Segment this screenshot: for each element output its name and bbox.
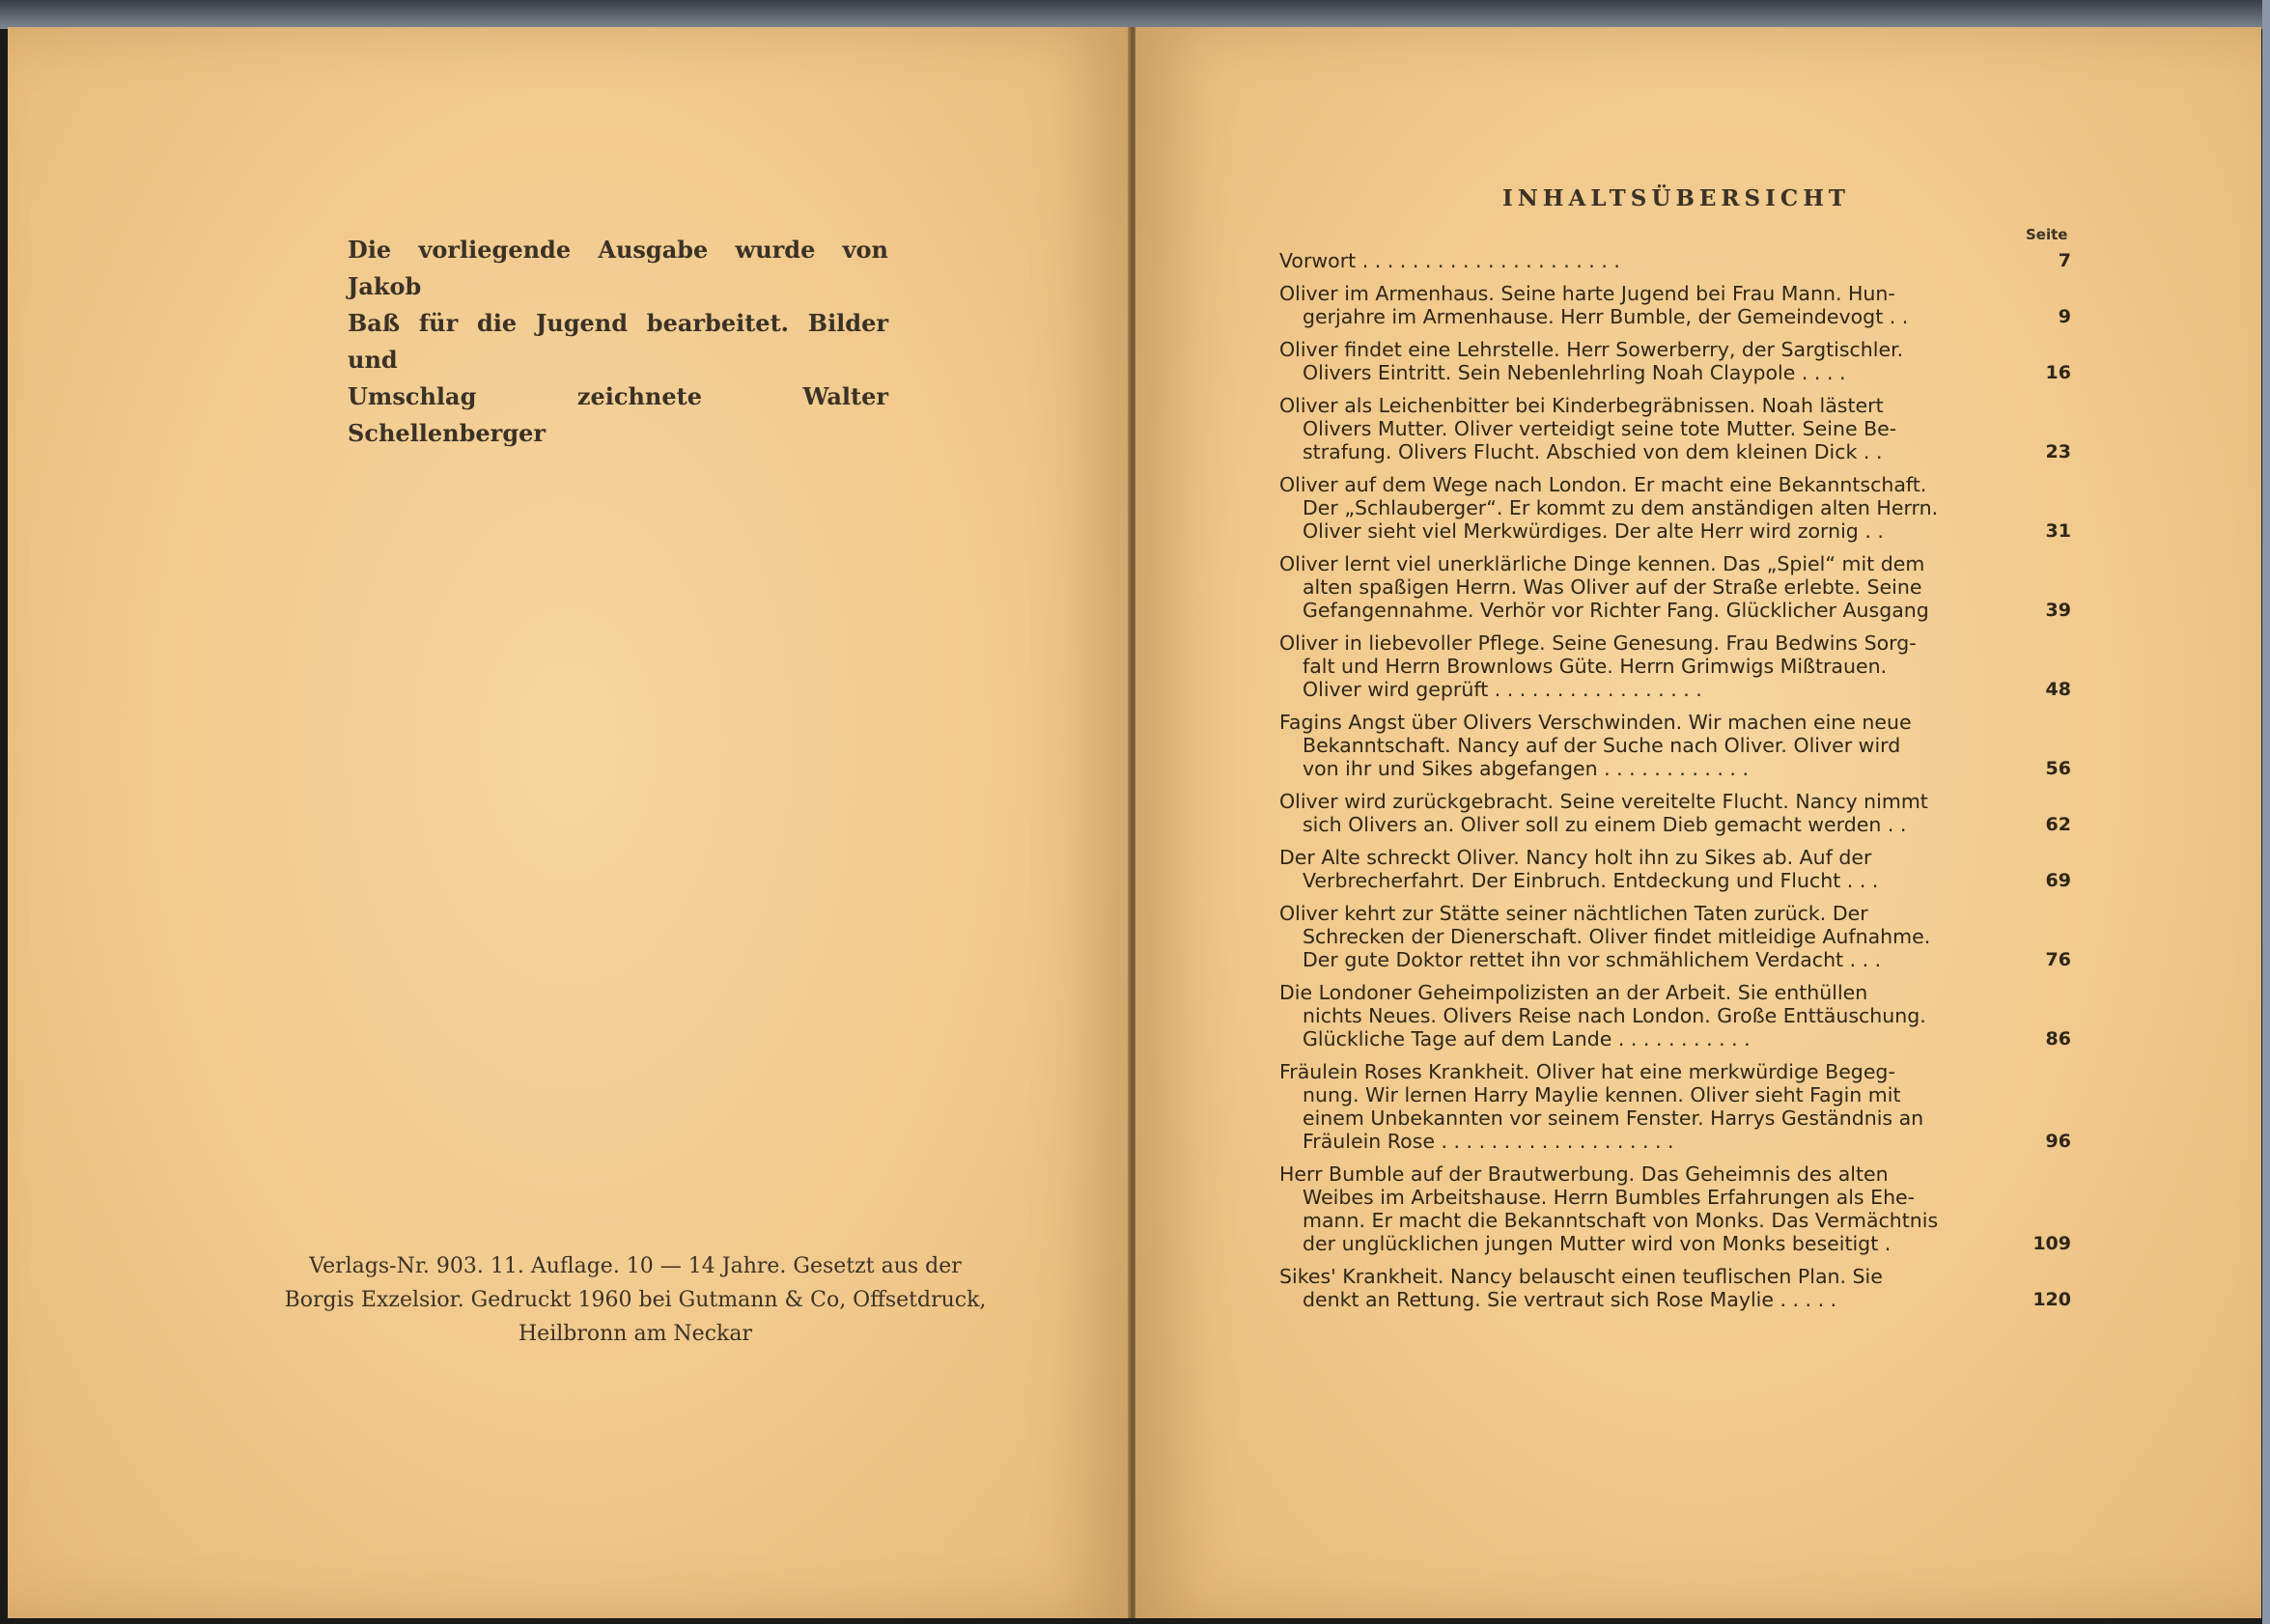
toc-entry-line: nichts Neues. Olivers Reise nach London. Große Enttäuschung.	[1303, 1004, 1926, 1027]
toc-entry-page-number: 96	[2045, 1131, 2071, 1152]
toc-entry-line: Weibes im Arbeitshause. Herrn Bumbles Erfahrungen als Ehe-	[1303, 1186, 1916, 1209]
toc-entry-page-number: 16	[2045, 362, 2071, 383]
toc-entry	[1279, 1060, 2071, 1153]
toc-entry-line: Der „Schlauberger“. Er kommt zu dem anständigen alten Herrn.	[1303, 496, 1939, 519]
toc-entry-text	[1279, 249, 2013, 272]
toc-entry	[1279, 631, 2071, 701]
toc-entry-line: Oliver wird geprüft . . . . . . . . . . . . . . . . .	[1303, 678, 1702, 701]
toc-entry-line: Herr Bumble auf der Brautwerbung. Das Geheimnis des alten	[1279, 1162, 1889, 1186]
toc-entry-text	[1279, 902, 2013, 971]
toc-entry-line: Fagins Angst über Olivers Verschwinden. Wir machen eine neue	[1279, 711, 1912, 734]
credits-line: Baß für die Jugend bearbeitet. Bilder und	[348, 309, 888, 374]
toc-entry-page-number: 109	[2032, 1233, 2071, 1254]
credits-paragraph	[348, 232, 888, 452]
toc-entry	[1279, 473, 2071, 543]
toc-entry-line: Oliver auf dem Wege nach London. Er macht eine Bekanntschaft.	[1279, 473, 1927, 496]
toc-entry-page-number: 69	[2045, 870, 2071, 891]
credits-line: Die vorliegende Ausgabe wurde von Jakob	[348, 236, 888, 300]
toc-entry-line: einem Unbekannten vor seinem Fenster. Harrys Geständnis an	[1303, 1106, 1924, 1130]
toc-entry-text	[1279, 981, 2013, 1050]
toc-entry	[1279, 552, 2071, 622]
toc-entry-page-number: 31	[2045, 520, 2071, 542]
toc-entry-line: Oliver lernt viel unerklärliche Dinge kennen. Das „Spiel“ mit dem	[1279, 552, 1925, 575]
toc-entry-line: Oliver findet eine Lehrstelle. Herr Sowerberry, der Sargtischler.	[1279, 338, 1904, 361]
toc-entry-page-number: 120	[2032, 1289, 2071, 1310]
toc-entry-page-number: 7	[2058, 250, 2071, 271]
toc-entry-page-number: 39	[2045, 600, 2071, 621]
toc-entry-line: alten spaßigen Herrn. Was Oliver auf der Straße erlebte. Seine	[1303, 575, 1922, 599]
toc-entry-line: Der gute Doktor rettet ihn vor schmählichem Verdacht . . .	[1303, 948, 1882, 971]
toc-entry-text	[1279, 790, 2013, 836]
toc-entry	[1279, 338, 2071, 384]
toc-entry-line: denkt an Rettung. Sie vertraut sich Rose Maylie . . . . .	[1303, 1288, 1837, 1311]
toc-entry-line: Der Alte schreckt Oliver. Nancy holt ihn zu Sikes ab. Auf der	[1279, 846, 1872, 869]
toc-entry-text	[1279, 631, 2013, 701]
toc-entry-line: Die Londoner Geheimpolizisten an der Arbeit. Sie enthüllen	[1279, 981, 1868, 1004]
toc-entry-page-number: 48	[2045, 679, 2071, 700]
toc-entry-line: Oliver in liebevoller Pflege. Seine Genesung. Frau Bedwins Sorg-	[1279, 631, 1917, 655]
toc-entry	[1279, 902, 2071, 971]
toc-entry-line: Bekanntschaft. Nancy auf der Suche nach Oliver. Oliver wird	[1303, 734, 1901, 757]
imprint-paragraph	[268, 1249, 1002, 1351]
toc-entry-line: Olivers Eintritt. Sein Nebenlehrling Noah Claypole . . . .	[1303, 361, 1846, 384]
toc-entry-line: Oliver als Leichenbitter bei Kinderbegräbnissen. Noah lästert	[1279, 394, 1884, 417]
toc-entry-line: strafung. Olivers Flucht. Abschied von dem kleinen Dick . .	[1303, 440, 1883, 463]
toc-entry-line: Oliver kehrt zur Stätte seiner nächtlichen Taten zurück. Der	[1279, 902, 1868, 925]
toc-entry	[1279, 1162, 2071, 1255]
toc-entry-line: Gefangennahme. Verhör vor Richter Fang. Glücklicher Ausgang	[1303, 599, 1929, 622]
toc-entry-line: sich Olivers an. Oliver soll zu einem Dieb gemacht werden . .	[1303, 813, 1907, 836]
top-edge	[0, 0, 2270, 29]
imprint-line: Verlags-Nr. 903. 11. Auflage. 10 — 14 Jahre. Gesetzt aus der	[309, 1254, 962, 1278]
toc-entry-line: Fräulein Roses Krankheit. Oliver hat eine merkwürdige Begeg-	[1279, 1060, 1895, 1083]
toc-entry-page-number: 76	[2045, 949, 2071, 970]
toc-entry	[1279, 790, 2071, 836]
toc-entry-line: Oliver sieht viel Merkwürdiges. Der alte Herr wird zornig . .	[1303, 519, 1884, 543]
toc-entry	[1279, 394, 2071, 463]
toc-entry	[1279, 282, 2071, 328]
toc-entry-text	[1279, 338, 2013, 384]
credits-line: Umschlag zeichnete Walter Schellenberger	[348, 382, 888, 447]
toc-entry-page-number: 56	[2045, 758, 2071, 779]
toc-entry-line: Glückliche Tage auf dem Lande . . . . . . . . . . .	[1303, 1027, 1751, 1050]
toc-entry-page-number: 23	[2045, 441, 2071, 462]
toc-entry-text	[1279, 1060, 2013, 1153]
imprint-line: Heilbronn am Neckar	[518, 1322, 752, 1346]
toc-entry-line: gerjahre im Armenhause. Herr Bumble, der Gemeindevogt . .	[1303, 305, 1909, 328]
toc-entry-text	[1279, 846, 2013, 892]
toc-entry-text	[1279, 552, 2013, 622]
toc-entry-line: Schrecken der Dienerschaft. Oliver findet mitleidige Aufnahme.	[1303, 925, 1931, 948]
table-of-contents	[1279, 249, 2071, 1321]
toc-entry-text	[1279, 394, 2013, 463]
toc-entry	[1279, 249, 2071, 272]
toc-entry-line: Sikes' Krankheit. Nancy belauscht einen teuflischen Plan. Sie	[1279, 1265, 1883, 1288]
toc-entry	[1279, 711, 2071, 780]
page-column-header: Seite	[2026, 226, 2068, 243]
toc-entry-text	[1279, 711, 2013, 780]
toc-entry	[1279, 981, 2071, 1050]
toc-entry-line: Vorwort . . . . . . . . . . . . . . . . . . . . .	[1279, 249, 1620, 272]
toc-entry-page-number: 62	[2045, 814, 2071, 835]
imprint-line: Borgis Exzelsior. Gedruckt 1960 bei Gutmann & Co, Offsetdruck,	[284, 1288, 987, 1312]
toc-entry-page-number: 86	[2045, 1028, 2071, 1050]
toc-entry	[1279, 1265, 2071, 1311]
toc-entry-line: falt und Herrn Brownlows Güte. Herrn Grimwigs Mißtrauen.	[1303, 655, 1888, 678]
toc-entry-line: von ihr und Sikes abgefangen . . . . . . . . . . . .	[1303, 757, 1749, 780]
toc-entry-line: Olivers Mutter. Oliver verteidigt seine tote Mutter. Seine Be-	[1303, 417, 1897, 440]
toc-entry-line: der unglücklichen jungen Mutter wird von Monks beseitigt .	[1303, 1232, 1892, 1255]
left-page	[8, 27, 1130, 1618]
toc-entry-page-number: 9	[2058, 306, 2071, 327]
toc-entry-line: nung. Wir lernen Harry Maylie kennen. Oliver sieht Fagin mit	[1303, 1083, 1901, 1106]
toc-entry-text	[1279, 282, 2013, 328]
cover-edge	[2262, 0, 2270, 1624]
toc-entry-line: Oliver im Armenhaus. Seine harte Jugend bei Frau Mann. Hun-	[1279, 282, 1895, 305]
toc-entry-line: mann. Er macht die Bekanntschaft von Monks. Das Vermächtnis	[1303, 1209, 1939, 1232]
toc-entry-text	[1279, 1265, 2013, 1311]
toc-entry-text	[1279, 473, 2013, 543]
toc-entry	[1279, 846, 2071, 892]
toc-entry-text	[1279, 1162, 2013, 1255]
toc-entry-line: Fräulein Rose . . . . . . . . . . . . . . . . . . .	[1303, 1130, 1674, 1153]
toc-entry-line: Oliver wird zurückgebracht. Seine vereitelte Flucht. Nancy nimmt	[1279, 790, 1928, 813]
toc-title: INHALTSÜBERSICHT	[1502, 185, 1851, 211]
toc-entry-line: Verbrecherfahrt. Der Einbruch. Entdeckung und Flucht . . .	[1303, 869, 1879, 892]
